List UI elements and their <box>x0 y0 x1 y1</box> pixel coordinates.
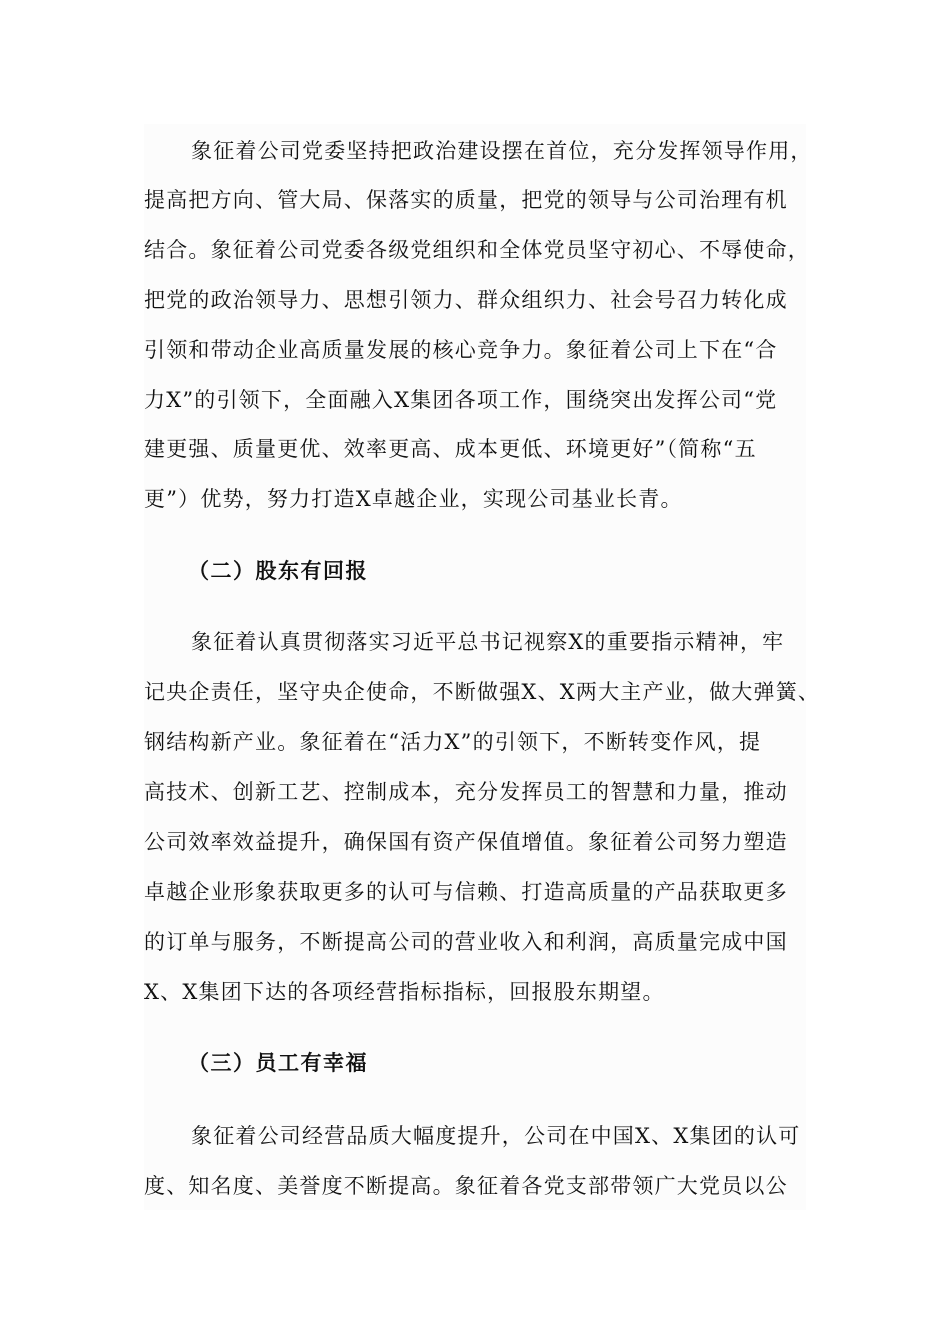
paragraph-2-line-7: 的订单与服务，不断提高公司的营业收入和利润，高质量完成中国 <box>144 930 788 954</box>
paragraph-2-line-1: 象征着认真贯彻落实习近平总书记视察X的重要指示精神，牢 <box>191 630 785 654</box>
paragraph-2-line-5: 公司效率效益提升，确保国有资产保值增值。象征着公司努力塑造 <box>144 830 788 854</box>
paragraph-1-line-1: 象征着公司党委坚持把政治建设摆在首位，充分发挥领导作用， <box>191 139 813 163</box>
paragraph-1-line-7: 建更强、质量更优、效率更高、成本更低、环境更好”（简称“五 <box>144 437 757 461</box>
paragraph-2-line-3: 钢结构新产业。象征着在“活力X”的引领下，不断转变作风，提 <box>144 730 762 754</box>
paragraph-2-line-8: X、X集团下达的各项经营指标指标，回报股东期望。 <box>144 980 665 1004</box>
paragraph-3-line-1: 象征着公司经营品质大幅度提升，公司在中国X、X集团的认可 <box>191 1124 801 1148</box>
paragraph-1-line-3: 结合。象征着公司党委各级党组织和全体党员坚守初心、不辱使命， <box>144 238 810 262</box>
paragraph-1-line-5: 引领和带动企业高质量发展的核心竞争力。象征着公司上下在“合 <box>144 338 778 362</box>
section-heading-employees: （三）员工有幸福 <box>188 1050 368 1075</box>
paragraph-2-line-4: 高技术、创新工艺、控制成本，充分发挥员工的智慧和力量，推动 <box>144 780 788 804</box>
paragraph-1-line-4: 把党的政治领导力、思想引领力、群众组织力、社会号召力转化成 <box>144 288 788 312</box>
section-heading-shareholders: （二）股东有回报 <box>188 558 368 583</box>
paragraph-3-line-2: 度、知名度、美誉度不断提高。象征着各党支部带领广大党员以公 <box>144 1174 788 1198</box>
paragraph-1-line-6: 力X”的引领下，全面融入X集团各项工作，围绕突出发挥公司“党 <box>144 388 778 412</box>
paragraph-1-line-2: 提高把方向、管大局、保落实的质量，把党的领导与公司治理有机 <box>144 188 788 212</box>
paragraph-2-line-2: 记央企责任，坚守央企使命，不断做强X、X两大主产业，做大弹簧、 <box>144 680 821 704</box>
paragraph-1-line-8: 更”）优势，努力打造X卓越企业，实现公司基业长青。 <box>144 487 683 511</box>
paragraph-2-line-6: 卓越企业形象获取更多的认可与信赖、打造高质量的产品获取更多 <box>144 880 788 904</box>
